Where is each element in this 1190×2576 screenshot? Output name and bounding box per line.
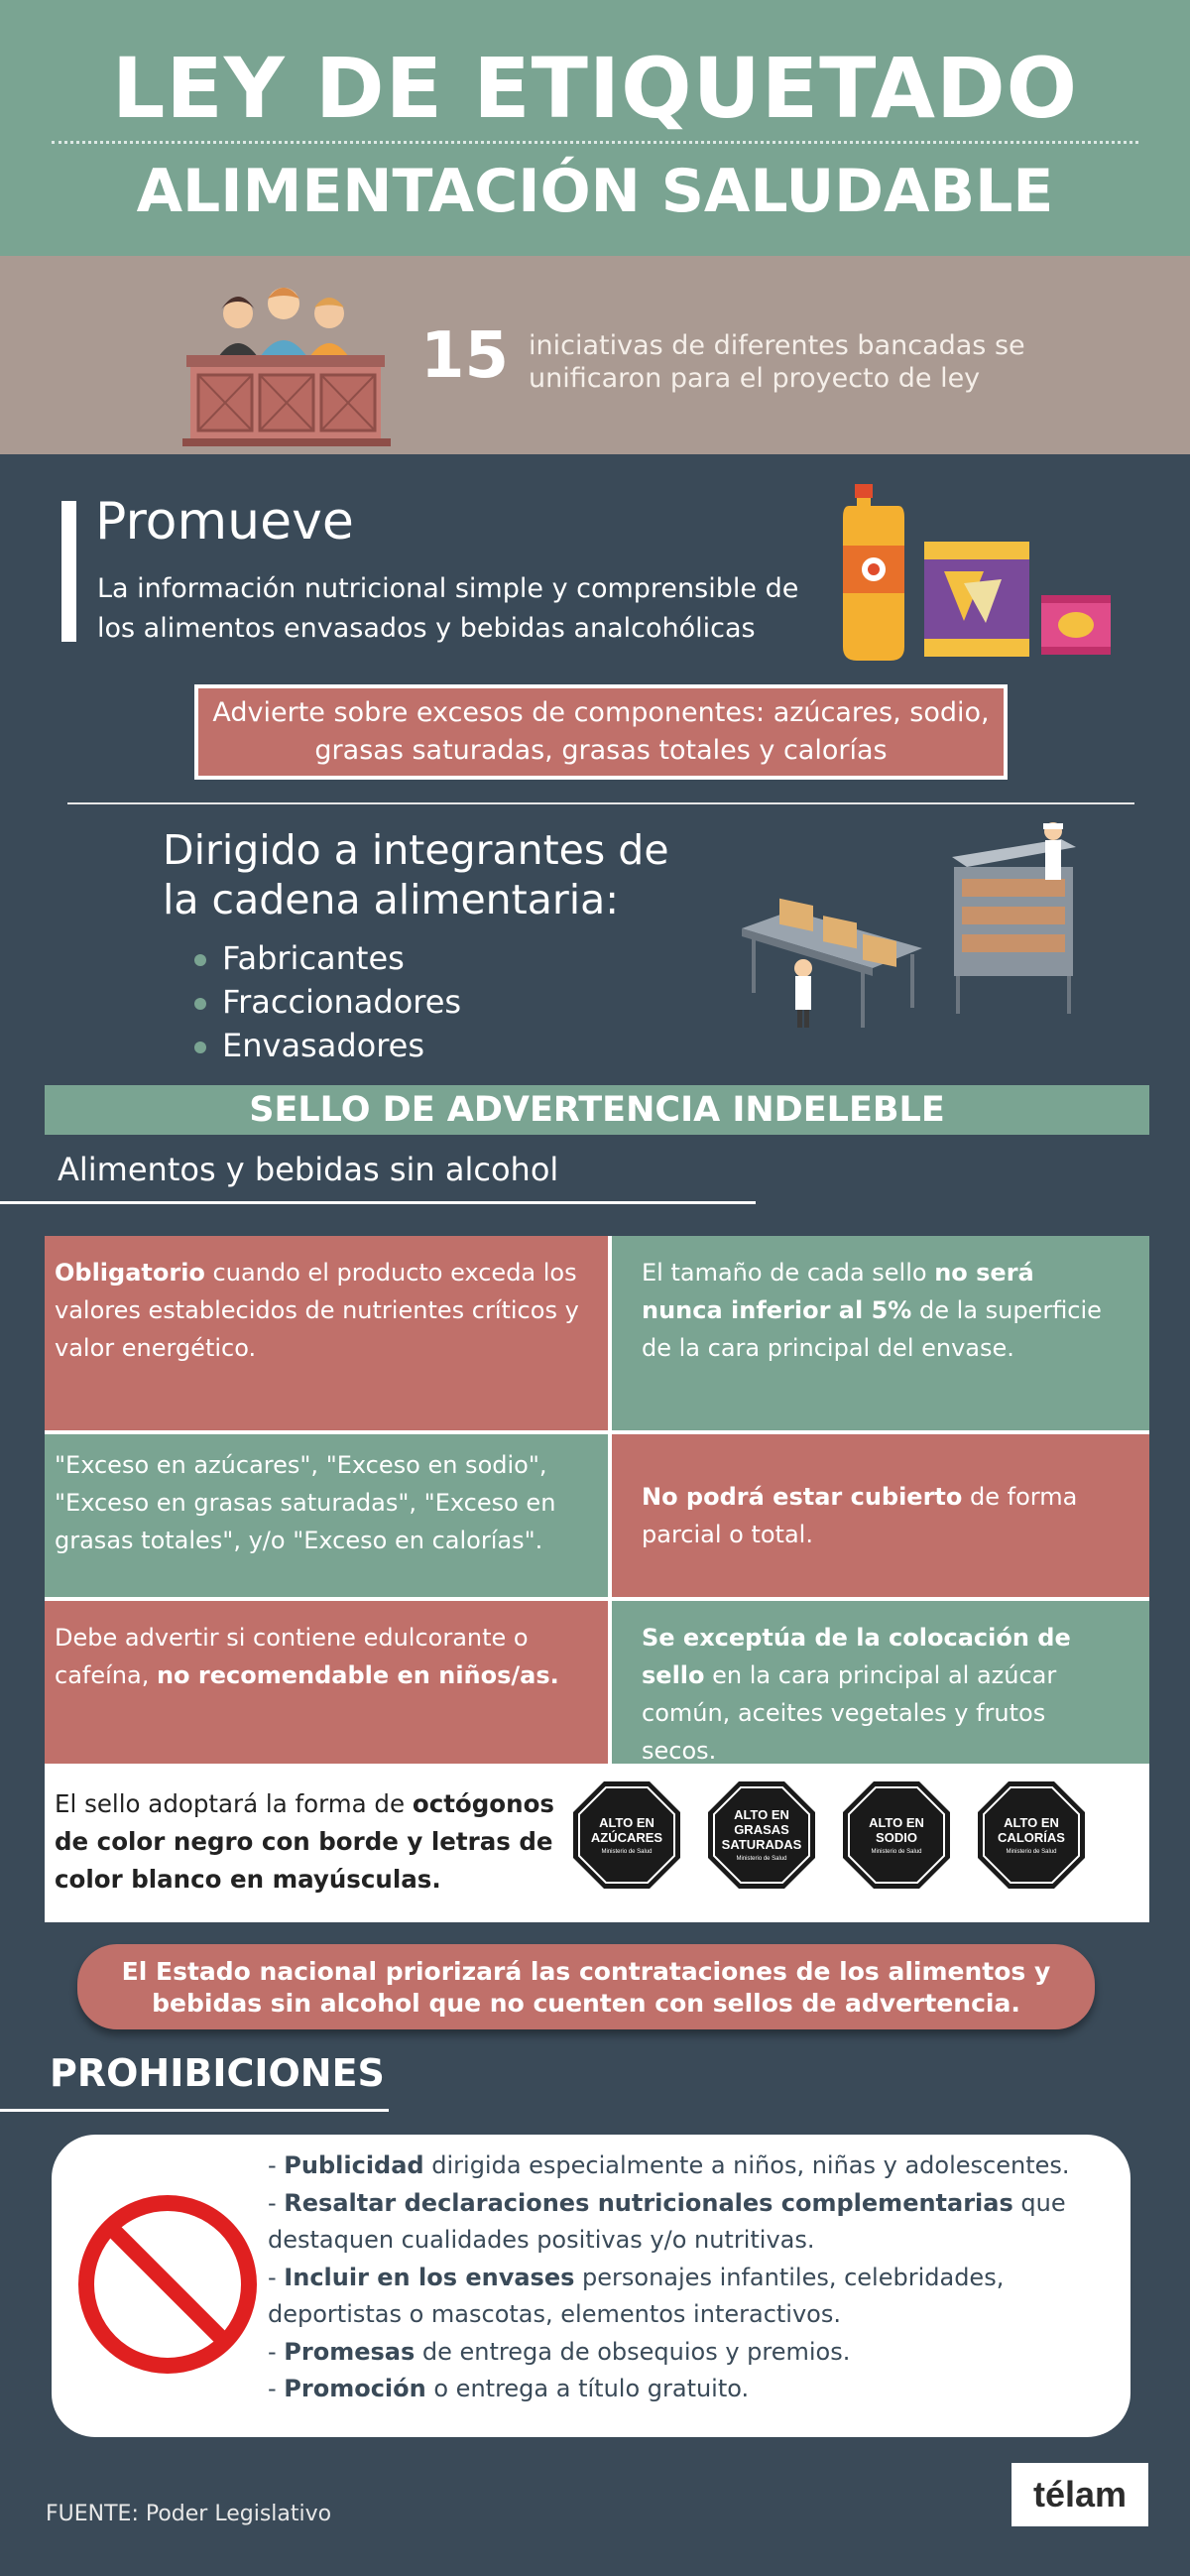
food-production-illustration [734,819,1111,1038]
seal-line: CALORÍAS [998,1829,1065,1845]
seal-line: ALTO EN [734,1807,789,1822]
seal-calorias [976,1779,1087,1891]
cell-text: El sello adoptará la forma de [55,1789,413,1818]
item-bold: Incluir en los envases [284,2263,575,2291]
list-item: - Incluir en los envases personajes infantiles, celebridades, deportistas o mascotas, elementos interactivos. [268,2263,1005,2328]
sello-cell-tamano [612,1236,1149,1430]
header-band [0,0,1190,256]
prohibited-sign-icon [73,2190,262,2379]
promueve-description: La información nutricional simple y comprensible de los alimentos envasados y bebidas analcohólicas [97,573,799,644]
telam-logo: télam [1012,2463,1148,2526]
title-divider [52,141,1138,144]
initiatives-text: iniciativas de diferentes bancadas se unificaron para el proyecto de ley [529,330,1025,394]
prohibiciones-title: PROHIBICIONES [50,2051,385,2095]
item-text: dirigida especialmente a niños, niñas y adolescentes. [423,2151,1070,2179]
seal-line: ALTO EN [599,1814,654,1830]
item-text: personajes infantiles, celebridades, deportistas o mascotas, elementos interactivos. [268,2263,1005,2328]
cell-text: "Exceso en azúcares", "Exceso en sodio", "Exceso en grasas saturadas", "Exceso en grasas totales", y/o "Exceso en calorías". [55,1451,556,1554]
source-credit: FUENTE: Poder Legislativo [46,2502,332,2526]
sello-cell-forma [45,1768,600,1922]
dirigido-title: Dirigido a integrantes de la cadena alimentaria: [163,826,669,923]
cell-text: de forma parcial o total. [642,1483,1078,1548]
list-item: - Publicidad dirigida especialmente a niños, niñas y adolescentes. [268,2151,1070,2179]
item-text: de entrega de obsequios y premios. [415,2337,851,2366]
sello-cell-excesos [45,1434,608,1597]
initiatives-count: 15 [420,319,510,393]
legislators-illustration [167,266,424,454]
cell-text: en la cara principal al azúcar común, aceites vegetales y frutos secos. [642,1661,1057,1765]
seal-line: SODIO [876,1829,917,1845]
cell-bold: No podrá estar cubierto [642,1483,963,1511]
sello-cell-obligatorio [45,1236,608,1430]
list-item: - Promoción o entrega a título gratuito. [268,2375,750,2402]
sello-subtitle: Alimentos y bebidas sin alcohol [58,1151,559,1188]
cell-bold: no será nunca inferior al 5% [642,1259,1034,1324]
cell-bold: Obligatorio [55,1259,205,1287]
item-text: que destaquen cualidades positivas y/o nutritivas. [268,2188,1066,2254]
cell-bold: Se exceptúa de la colocación de sello [642,1624,1071,1689]
prohibiciones-list [268,2147,1111,2408]
dirigido-list [194,936,461,1067]
estado-banner: El Estado nacional priorizará las contrataciones de los alimentos y bebidas sin alcohol que no cuenten con sellos de advertencia. [77,1944,1095,2029]
item-text: o entrega a título gratuito. [425,2375,750,2402]
seal-ministry: Ministerio de Salud [1006,1848,1057,1855]
list-item: Fraccionadores [194,980,461,1024]
cell-text: de la superficie de la cara principal del envase. [642,1296,1102,1362]
list-item: Envasadores [194,1024,461,1067]
sello-cell-excepcion [612,1601,1149,1764]
octagon-seals [567,1779,1142,1899]
item-bold: Resaltar declaraciones nutricionales complementarias [284,2188,1013,2217]
sello-title-bar: SELLO DE ADVERTENCIA INDELEBLE [45,1085,1149,1135]
seal-ministry: Ministerio de Salud [601,1848,653,1855]
promueve-title: Promueve [95,492,354,552]
cell-text: cuando el producto exceda los valores establecidos de nutrientes críticos y valor energético. [55,1259,579,1362]
seal-line: ALTO EN [869,1814,924,1830]
packaged-food-illustration [833,476,1130,675]
seal-line: AZÚCARES [590,1829,663,1845]
subtitle: ALIMENTACIÓN SALUDABLE [136,157,1054,226]
cell-text: El tamaño de cada sello [642,1259,935,1287]
prohibiciones-underline [0,2109,389,2112]
seal-sodio [841,1779,952,1891]
seal-ministry: Ministerio de Salud [736,1856,787,1862]
seal-line: GRASAS [734,1822,789,1837]
warning-box: Advierte sobre excesos de componentes: azúcares, sodio, grasas saturadas, grasas totales y calorías [194,684,1008,780]
seal-grasas-saturadas [706,1779,817,1891]
sello-cell-cubierto [612,1434,1149,1597]
main-title: LEY DE ETIQUETADO [111,40,1079,137]
seal-line: ALTO EN [1004,1814,1059,1830]
item-bold: Promesas [284,2337,416,2366]
item-bold: Promoción [284,2375,426,2402]
list-item: - Promesas de entrega de obsequios y premios. [268,2337,851,2366]
list-item: - Resaltar declaraciones nutricionales complementarias que destaquen cualidades positivas y/o nutritivas. [268,2188,1066,2254]
cell-bold: no recomendable en niños/as. [156,1661,559,1689]
sello-cell-edulcorante [45,1601,608,1764]
seal-azucares [571,1779,682,1891]
cell-text: Debe advertir si contiene edulcorante o cafeína, [55,1624,529,1689]
seal-line: SATURADAS [721,1837,802,1852]
section-divider [67,802,1134,804]
cell-bold: octógonos de color negro con borde y letras de color blanco en mayúsculas. [55,1789,554,1894]
stats-band [0,256,1190,454]
promueve-accent-bar [61,501,76,642]
subtitle-underline [0,1201,756,1204]
list-item: Fabricantes [194,936,461,980]
item-bold: Publicidad [284,2151,424,2179]
seal-ministry: Ministerio de Salud [871,1848,922,1855]
